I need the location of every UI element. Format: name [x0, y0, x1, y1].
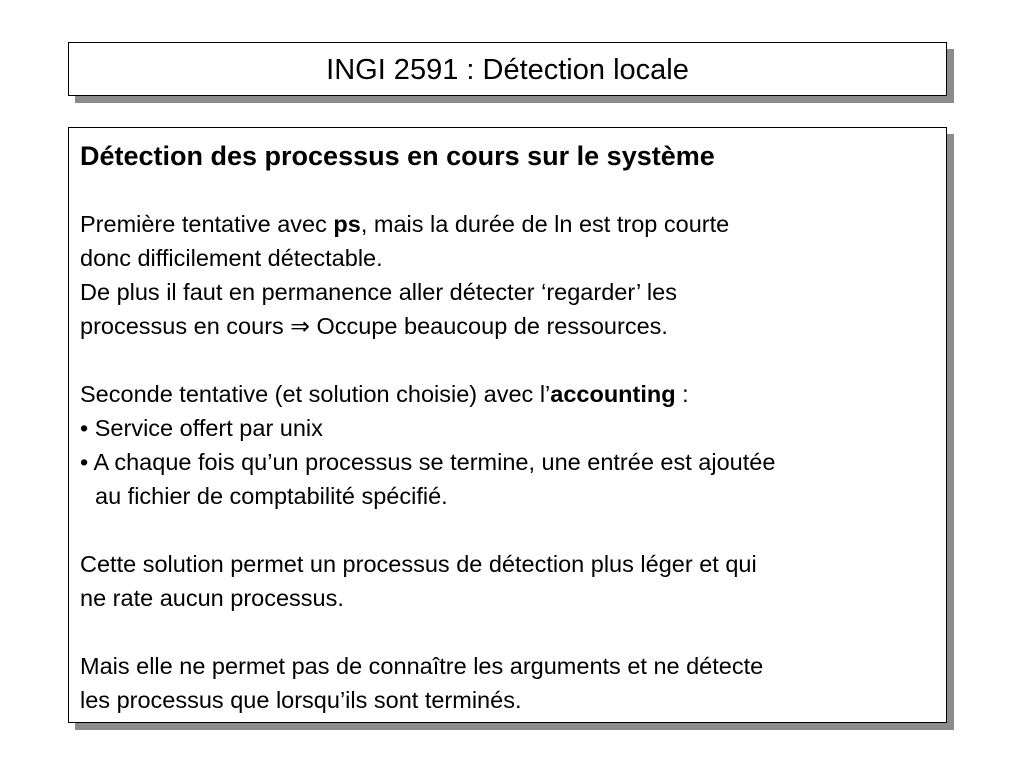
paragraph-line: Mais elle ne permet pas de connaître les arguments et ne détecte: [80, 653, 764, 679]
paragraph-line: les processus que lorsqu’ils sont terminés.: [80, 687, 522, 713]
slide-title: INGI 2591 : Détection locale: [326, 54, 689, 86]
paragraph-line: De plus il faut en permanence aller détecter ‘regarder’ les: [80, 279, 677, 305]
paragraph-line: ne rate aucun processus.: [80, 585, 344, 611]
spacer: [80, 343, 938, 377]
slide-body: [80, 139, 938, 717]
bullet-item: • A chaque fois qu’un processus se termine, une entrée est ajoutée: [80, 449, 776, 475]
text-segment: , mais la durée de ln est trop courte: [360, 211, 730, 237]
content-frame: [68, 127, 947, 723]
paragraph-line: processus en cours ⇒ Occupe beaucoup de ressources.: [80, 313, 668, 339]
text-segment: Seconde tentative (et solution choisie) avec l’: [80, 381, 551, 407]
paragraph-first-attempt: [80, 207, 938, 241]
paragraph-second-attempt: [80, 377, 938, 411]
slide-heading: Détection des processus en cours sur le système: [80, 141, 715, 171]
paragraph-line: Cette solution permet un processus de détection plus léger et qui: [80, 551, 757, 577]
text-segment: Première tentative avec: [80, 211, 334, 237]
bullet-item-continuation: au fichier de comptabilité spécifié.: [95, 483, 448, 509]
bullet-item: • Service offert par unix: [80, 415, 323, 441]
text-segment: :: [675, 381, 689, 407]
paragraph-line: donc difficilement détectable.: [80, 245, 383, 271]
keyword-accounting: accounting: [550, 381, 676, 407]
spacer: [80, 615, 938, 649]
spacer: [80, 513, 938, 547]
keyword-ps: ps: [333, 211, 361, 237]
title-frame: [68, 42, 947, 96]
spacer: [80, 173, 938, 207]
